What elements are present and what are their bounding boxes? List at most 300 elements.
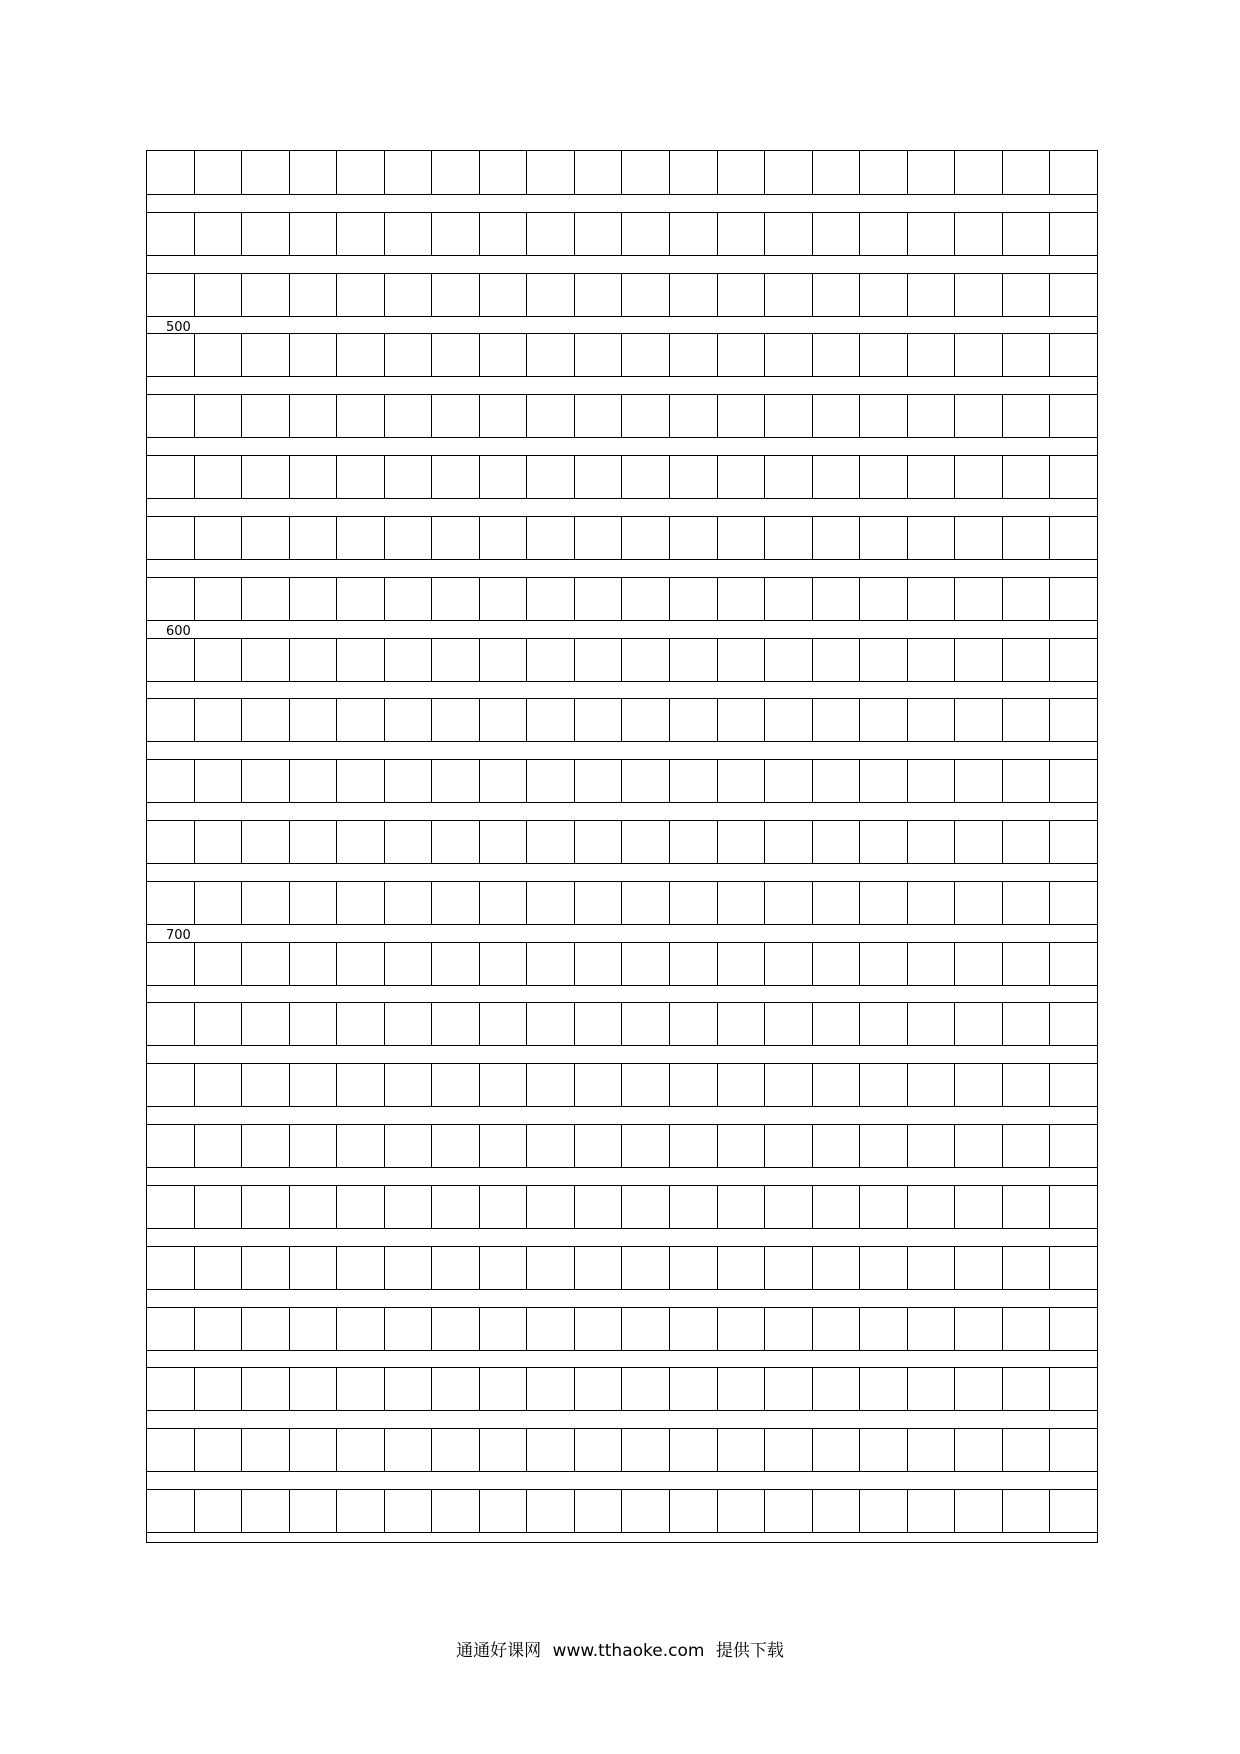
grid-cell[interactable] [337, 821, 385, 863]
grid-cell[interactable] [670, 699, 718, 741]
grid-cell[interactable] [670, 1125, 718, 1167]
grid-cell[interactable] [575, 760, 623, 802]
grid-cell[interactable] [147, 1003, 195, 1045]
grid-cell[interactable] [575, 1490, 623, 1532]
grid-cell[interactable] [290, 334, 338, 376]
grid-cell[interactable] [622, 213, 670, 255]
grid-cell[interactable] [718, 1308, 766, 1350]
grid-cell[interactable] [765, 1247, 813, 1289]
grid-cell[interactable] [337, 213, 385, 255]
grid-cell[interactable] [908, 760, 956, 802]
grid-cell[interactable] [860, 1186, 908, 1228]
grid-cell[interactable] [765, 1125, 813, 1167]
grid-cell[interactable] [1050, 943, 1097, 985]
grid-cell[interactable] [670, 1186, 718, 1228]
grid-cell[interactable] [195, 1125, 243, 1167]
grid-cell[interactable] [242, 760, 290, 802]
grid-cell[interactable] [432, 456, 480, 498]
grid-cell[interactable] [860, 395, 908, 437]
grid-cell[interactable] [242, 274, 290, 316]
grid-cell[interactable] [1003, 517, 1051, 559]
grid-cell[interactable] [195, 456, 243, 498]
grid-cell[interactable] [385, 456, 433, 498]
grid-cell[interactable] [195, 1308, 243, 1350]
grid-cell[interactable] [718, 517, 766, 559]
grid-cell[interactable] [765, 517, 813, 559]
grid-cell[interactable] [622, 760, 670, 802]
grid-cell[interactable] [1050, 213, 1097, 255]
grid-cell[interactable] [718, 760, 766, 802]
grid-cell[interactable] [527, 151, 575, 194]
grid-cell[interactable] [195, 1064, 243, 1106]
grid-cell[interactable] [480, 517, 528, 559]
grid-cell[interactable] [1050, 760, 1097, 802]
grid-cell[interactable] [290, 699, 338, 741]
grid-cell[interactable] [337, 1490, 385, 1532]
grid-cell[interactable] [860, 943, 908, 985]
grid-cell[interactable] [622, 1125, 670, 1167]
grid-cell[interactable] [670, 821, 718, 863]
grid-cell[interactable] [242, 213, 290, 255]
grid-cell[interactable] [813, 1247, 861, 1289]
grid-cell[interactable] [765, 943, 813, 985]
grid-cell[interactable] [908, 1003, 956, 1045]
grid-cell[interactable] [575, 456, 623, 498]
grid-cell[interactable] [908, 578, 956, 620]
grid-cell[interactable] [575, 1064, 623, 1106]
grid-cell[interactable] [908, 1125, 956, 1167]
grid-cell[interactable] [290, 1125, 338, 1167]
grid-cell[interactable] [622, 1308, 670, 1350]
grid-cell[interactable] [337, 699, 385, 741]
grid-cell[interactable] [718, 1125, 766, 1167]
grid-cell[interactable] [527, 274, 575, 316]
grid-cell[interactable] [670, 1064, 718, 1106]
grid-cell[interactable] [813, 151, 861, 194]
grid-cell[interactable] [195, 639, 243, 681]
grid-cell[interactable] [955, 1125, 1003, 1167]
grid-cell[interactable] [1050, 395, 1097, 437]
grid-cell[interactable] [1003, 1003, 1051, 1045]
grid-cell[interactable] [1003, 578, 1051, 620]
grid-cell[interactable] [1050, 1308, 1097, 1350]
grid-cell[interactable] [1050, 517, 1097, 559]
grid-cell[interactable] [337, 1003, 385, 1045]
grid-cell[interactable] [718, 274, 766, 316]
grid-cell[interactable] [622, 699, 670, 741]
grid-cell[interactable] [765, 1186, 813, 1228]
grid-cell[interactable] [337, 456, 385, 498]
grid-cell[interactable] [813, 1125, 861, 1167]
grid-cell[interactable] [527, 456, 575, 498]
grid-cell[interactable] [575, 1003, 623, 1045]
grid-cell[interactable] [432, 395, 480, 437]
grid-cell[interactable] [147, 1186, 195, 1228]
grid-cell[interactable] [1003, 821, 1051, 863]
grid-cell[interactable] [575, 1429, 623, 1471]
grid-cell[interactable] [718, 456, 766, 498]
grid-cell[interactable] [955, 151, 1003, 194]
grid-cell[interactable] [575, 274, 623, 316]
grid-cell[interactable] [1050, 456, 1097, 498]
grid-cell[interactable] [290, 578, 338, 620]
grid-cell[interactable] [955, 578, 1003, 620]
grid-cell[interactable] [290, 456, 338, 498]
grid-cell[interactable] [670, 274, 718, 316]
grid-cell[interactable] [908, 1490, 956, 1532]
grid-cell[interactable] [860, 578, 908, 620]
grid-cell[interactable] [337, 1064, 385, 1106]
grid-cell[interactable] [622, 639, 670, 681]
grid-cell[interactable] [147, 151, 195, 194]
grid-cell[interactable] [242, 334, 290, 376]
grid-cell[interactable] [1003, 1368, 1051, 1410]
grid-cell[interactable] [718, 578, 766, 620]
grid-cell[interactable] [622, 1247, 670, 1289]
grid-cell[interactable] [195, 1247, 243, 1289]
grid-cell[interactable] [432, 1186, 480, 1228]
grid-cell[interactable] [765, 760, 813, 802]
grid-cell[interactable] [955, 1003, 1003, 1045]
grid-cell[interactable] [480, 1186, 528, 1228]
grid-cell[interactable] [337, 151, 385, 194]
grid-cell[interactable] [337, 274, 385, 316]
grid-cell[interactable] [242, 1064, 290, 1106]
grid-cell[interactable] [147, 395, 195, 437]
grid-cell[interactable] [1003, 456, 1051, 498]
grid-cell[interactable] [242, 1308, 290, 1350]
grid-cell[interactable] [908, 456, 956, 498]
grid-cell[interactable] [670, 1308, 718, 1350]
grid-cell[interactable] [813, 882, 861, 924]
grid-cell[interactable] [813, 1308, 861, 1350]
grid-cell[interactable] [195, 151, 243, 194]
grid-cell[interactable] [1050, 1368, 1097, 1410]
grid-cell[interactable] [480, 1247, 528, 1289]
grid-cell[interactable] [290, 517, 338, 559]
grid-cell[interactable] [290, 1368, 338, 1410]
grid-cell[interactable] [813, 395, 861, 437]
grid-cell[interactable] [765, 699, 813, 741]
grid-cell[interactable] [955, 456, 1003, 498]
grid-cell[interactable] [290, 639, 338, 681]
grid-cell[interactable] [955, 1490, 1003, 1532]
grid-cell[interactable] [718, 1064, 766, 1106]
grid-cell[interactable] [860, 1490, 908, 1532]
grid-cell[interactable] [385, 1003, 433, 1045]
grid-cell[interactable] [670, 334, 718, 376]
grid-cell[interactable] [147, 943, 195, 985]
grid-cell[interactable] [195, 578, 243, 620]
grid-cell[interactable] [622, 1003, 670, 1045]
grid-cell[interactable] [385, 334, 433, 376]
grid-cell[interactable] [1003, 213, 1051, 255]
grid-cell[interactable] [813, 639, 861, 681]
grid-cell[interactable] [1050, 1429, 1097, 1471]
grid-cell[interactable] [432, 578, 480, 620]
grid-cell[interactable] [290, 1064, 338, 1106]
grid-cell[interactable] [242, 1429, 290, 1471]
grid-cell[interactable] [860, 699, 908, 741]
grid-cell[interactable] [337, 1247, 385, 1289]
grid-cell[interactable] [432, 517, 480, 559]
grid-cell[interactable] [908, 882, 956, 924]
grid-cell[interactable] [337, 1429, 385, 1471]
grid-cell[interactable] [670, 456, 718, 498]
grid-cell[interactable] [147, 639, 195, 681]
grid-cell[interactable] [955, 395, 1003, 437]
grid-cell[interactable] [337, 1368, 385, 1410]
grid-cell[interactable] [860, 213, 908, 255]
grid-cell[interactable] [1003, 1308, 1051, 1350]
grid-cell[interactable] [813, 760, 861, 802]
grid-cell[interactable] [385, 760, 433, 802]
grid-cell[interactable] [622, 578, 670, 620]
grid-cell[interactable] [1050, 821, 1097, 863]
grid-cell[interactable] [765, 639, 813, 681]
grid-cell[interactable] [195, 1003, 243, 1045]
grid-cell[interactable] [385, 1186, 433, 1228]
grid-cell[interactable] [1003, 1125, 1051, 1167]
grid-cell[interactable] [432, 1003, 480, 1045]
grid-cell[interactable] [908, 1186, 956, 1228]
grid-cell[interactable] [908, 1368, 956, 1410]
grid-cell[interactable] [195, 699, 243, 741]
grid-cell[interactable] [955, 213, 1003, 255]
grid-cell[interactable] [147, 213, 195, 255]
grid-cell[interactable] [242, 395, 290, 437]
grid-cell[interactable] [813, 1186, 861, 1228]
grid-cell[interactable] [955, 1429, 1003, 1471]
grid-cell[interactable] [575, 639, 623, 681]
grid-cell[interactable] [527, 1490, 575, 1532]
grid-cell[interactable] [622, 517, 670, 559]
grid-cell[interactable] [147, 1490, 195, 1532]
grid-cell[interactable] [1003, 274, 1051, 316]
grid-cell[interactable] [527, 821, 575, 863]
grid-cell[interactable] [432, 639, 480, 681]
grid-cell[interactable] [337, 395, 385, 437]
grid-cell[interactable] [813, 1064, 861, 1106]
grid-cell[interactable] [1050, 1247, 1097, 1289]
grid-cell[interactable] [480, 334, 528, 376]
grid-cell[interactable] [385, 395, 433, 437]
grid-cell[interactable] [432, 943, 480, 985]
grid-cell[interactable] [622, 1368, 670, 1410]
grid-cell[interactable] [432, 1429, 480, 1471]
grid-cell[interactable] [242, 1368, 290, 1410]
grid-cell[interactable] [147, 274, 195, 316]
grid-cell[interactable] [908, 699, 956, 741]
grid-cell[interactable] [1003, 334, 1051, 376]
grid-cell[interactable] [1003, 395, 1051, 437]
grid-cell[interactable] [670, 1368, 718, 1410]
grid-cell[interactable] [955, 1368, 1003, 1410]
grid-cell[interactable] [860, 1429, 908, 1471]
grid-cell[interactable] [860, 1308, 908, 1350]
grid-cell[interactable] [290, 1186, 338, 1228]
grid-cell[interactable] [385, 882, 433, 924]
grid-cell[interactable] [480, 213, 528, 255]
grid-cell[interactable] [1050, 334, 1097, 376]
grid-cell[interactable] [480, 1125, 528, 1167]
grid-cell[interactable] [670, 943, 718, 985]
grid-cell[interactable] [1050, 639, 1097, 681]
grid-cell[interactable] [670, 151, 718, 194]
grid-cell[interactable] [670, 1247, 718, 1289]
grid-cell[interactable] [575, 943, 623, 985]
grid-cell[interactable] [908, 639, 956, 681]
grid-cell[interactable] [575, 699, 623, 741]
grid-cell[interactable] [670, 760, 718, 802]
grid-cell[interactable] [1003, 1490, 1051, 1532]
grid-cell[interactable] [813, 699, 861, 741]
grid-cell[interactable] [860, 882, 908, 924]
grid-cell[interactable] [195, 882, 243, 924]
grid-cell[interactable] [527, 1247, 575, 1289]
grid-cell[interactable] [290, 274, 338, 316]
grid-cell[interactable] [575, 882, 623, 924]
grid-cell[interactable] [1003, 760, 1051, 802]
grid-cell[interactable] [195, 395, 243, 437]
grid-cell[interactable] [1003, 699, 1051, 741]
grid-cell[interactable] [527, 1308, 575, 1350]
grid-cell[interactable] [622, 1186, 670, 1228]
grid-cell[interactable] [718, 213, 766, 255]
grid-cell[interactable] [432, 151, 480, 194]
grid-cell[interactable] [480, 1368, 528, 1410]
grid-cell[interactable] [527, 760, 575, 802]
grid-cell[interactable] [622, 456, 670, 498]
grid-cell[interactable] [527, 578, 575, 620]
grid-cell[interactable] [480, 151, 528, 194]
grid-cell[interactable] [860, 151, 908, 194]
grid-cell[interactable] [432, 1368, 480, 1410]
grid-cell[interactable] [195, 274, 243, 316]
grid-cell[interactable] [718, 1186, 766, 1228]
grid-cell[interactable] [718, 151, 766, 194]
grid-cell[interactable] [432, 334, 480, 376]
grid-cell[interactable] [1003, 151, 1051, 194]
grid-cell[interactable] [908, 213, 956, 255]
grid-cell[interactable] [955, 334, 1003, 376]
grid-cell[interactable] [290, 1308, 338, 1350]
grid-cell[interactable] [432, 1490, 480, 1532]
grid-cell[interactable] [337, 578, 385, 620]
grid-cell[interactable] [670, 517, 718, 559]
grid-cell[interactable] [480, 1003, 528, 1045]
grid-cell[interactable] [385, 1368, 433, 1410]
grid-cell[interactable] [765, 1368, 813, 1410]
grid-cell[interactable] [813, 943, 861, 985]
grid-cell[interactable] [575, 1247, 623, 1289]
grid-cell[interactable] [813, 274, 861, 316]
grid-cell[interactable] [860, 334, 908, 376]
grid-cell[interactable] [765, 151, 813, 194]
grid-cell[interactable] [765, 882, 813, 924]
grid-cell[interactable] [1003, 639, 1051, 681]
grid-cell[interactable] [195, 821, 243, 863]
grid-cell[interactable] [290, 213, 338, 255]
grid-cell[interactable] [670, 1003, 718, 1045]
grid-cell[interactable] [480, 760, 528, 802]
grid-cell[interactable] [385, 639, 433, 681]
grid-cell[interactable] [1050, 1490, 1097, 1532]
grid-cell[interactable] [385, 1125, 433, 1167]
grid-cell[interactable] [765, 578, 813, 620]
grid-cell[interactable] [955, 943, 1003, 985]
grid-cell[interactable] [147, 578, 195, 620]
grid-cell[interactable] [813, 213, 861, 255]
grid-cell[interactable] [670, 395, 718, 437]
grid-cell[interactable] [765, 1490, 813, 1532]
grid-cell[interactable] [195, 517, 243, 559]
grid-cell[interactable] [670, 578, 718, 620]
grid-cell[interactable] [432, 1064, 480, 1106]
grid-cell[interactable] [337, 943, 385, 985]
grid-cell[interactable] [718, 1368, 766, 1410]
grid-cell[interactable] [527, 1429, 575, 1471]
grid-cell[interactable] [147, 1064, 195, 1106]
grid-cell[interactable] [622, 151, 670, 194]
grid-cell[interactable] [432, 274, 480, 316]
grid-cell[interactable] [480, 1490, 528, 1532]
grid-cell[interactable] [955, 821, 1003, 863]
grid-cell[interactable] [955, 1064, 1003, 1106]
grid-cell[interactable] [527, 1125, 575, 1167]
grid-cell[interactable] [527, 882, 575, 924]
grid-cell[interactable] [195, 334, 243, 376]
grid-cell[interactable] [813, 517, 861, 559]
grid-cell[interactable] [860, 1003, 908, 1045]
grid-cell[interactable] [385, 1490, 433, 1532]
grid-cell[interactable] [147, 1125, 195, 1167]
grid-cell[interactable] [1050, 882, 1097, 924]
grid-cell[interactable] [1003, 1186, 1051, 1228]
grid-cell[interactable] [432, 760, 480, 802]
grid-cell[interactable] [147, 699, 195, 741]
grid-cell[interactable] [147, 334, 195, 376]
grid-cell[interactable] [432, 1247, 480, 1289]
grid-cell[interactable] [242, 699, 290, 741]
grid-cell[interactable] [290, 882, 338, 924]
grid-cell[interactable] [765, 1429, 813, 1471]
grid-cell[interactable] [290, 821, 338, 863]
grid-cell[interactable] [480, 274, 528, 316]
grid-cell[interactable] [1050, 274, 1097, 316]
grid-cell[interactable] [622, 274, 670, 316]
grid-cell[interactable] [242, 1186, 290, 1228]
grid-cell[interactable] [575, 517, 623, 559]
grid-cell[interactable] [718, 699, 766, 741]
grid-cell[interactable] [527, 213, 575, 255]
grid-cell[interactable] [908, 821, 956, 863]
grid-cell[interactable] [385, 943, 433, 985]
grid-cell[interactable] [480, 943, 528, 985]
grid-cell[interactable] [337, 1308, 385, 1350]
grid-cell[interactable] [955, 517, 1003, 559]
grid-cell[interactable] [527, 1064, 575, 1106]
grid-cell[interactable] [1003, 1247, 1051, 1289]
grid-cell[interactable] [955, 274, 1003, 316]
grid-cell[interactable] [242, 578, 290, 620]
grid-cell[interactable] [147, 882, 195, 924]
grid-cell[interactable] [765, 1308, 813, 1350]
grid-cell[interactable] [147, 517, 195, 559]
grid-cell[interactable] [195, 1368, 243, 1410]
grid-cell[interactable] [480, 639, 528, 681]
grid-cell[interactable] [480, 699, 528, 741]
